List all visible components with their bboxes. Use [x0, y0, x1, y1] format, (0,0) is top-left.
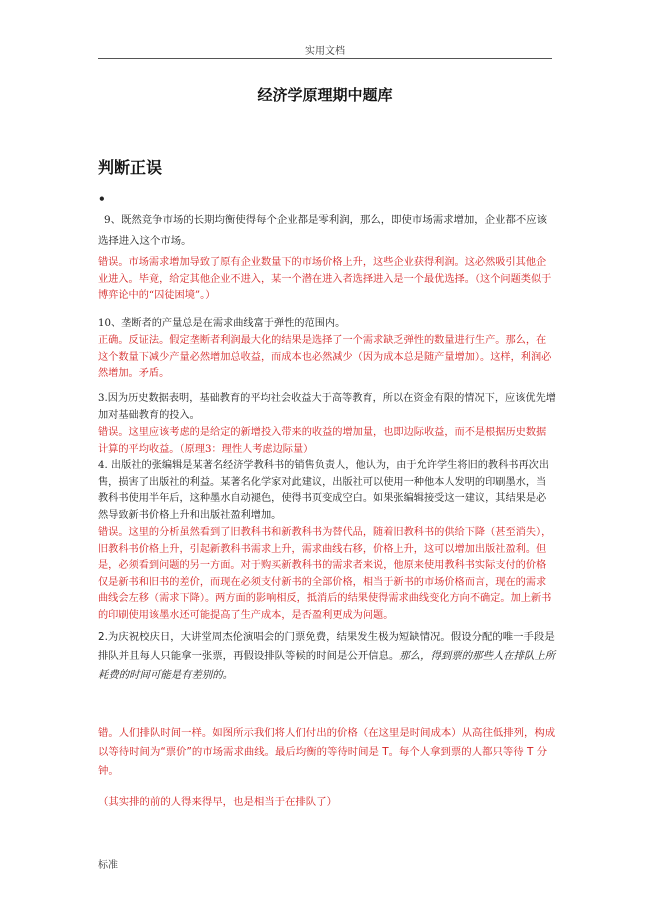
section-heading: 判断正误 [98, 158, 163, 177]
bullet-mark: • [98, 192, 106, 206]
question-4: 4. 出版社的张编辑是某著名经济学教科书的销售负责人，他认为，由于允许学生将旧的教科书再次出售，损害了出版社的利益。某著名化学家对此建议，出版社可以使用一种他本人发明的印刷墨水，当教科书使用半年后，这种墨水自动褪色，使得书页变成空白。如果张编辑接受这一建议，其结果是必然导致新书价格上升和出版社盈利增加。 [98, 460, 550, 521]
answer-4: 错误。这里的分析虽然看到了旧教科书和新教科书为替代品，随着旧教科书的供给下降（甚至消失），旧教科书价格上升，引起新教科书需求上升，需求曲线右移，价格上升，这可以增加出版社盈利。但是，必须看到问题的另一方面。对于购买新教科书的需求者来说，他原来使用教科书实际支付的价格仅是新书和旧书的差价，而现在必须支付新书的全部价格，相当于新书的市场价格而言，现在的需求曲线会左移（需求下降）。两方面的影响相反，抵消后的结果使得需求曲线变化方向不确定。加上新书的印刷使用该墨水还可能提高了生产成本，是否盈利更成为问题。 [98, 527, 552, 621]
page-header: 实用文档 [305, 46, 345, 57]
answer-2: 错。人们排队时间一样。如图所示我们将人们付出的价格（在这里是时间成本）从高往低排列，构成以等待时间为“票价”的市场需求曲线。最后均衡的等待时间是 T。每个人拿到票的人都只等待 T 分钟。 [98, 727, 556, 777]
document-title: 经济学原理期中题库 [257, 86, 393, 104]
answer-2-note: （其实排的前的人得来得早，也是相当于在排队了） [98, 796, 337, 808]
answer-3: 错误。这里应该考虑的是给定的新增投入带来的收益的增加量，也即边际收益，而不是根据历史数据计算的平均收益。（原理3：理性人考虑边际量） [98, 427, 547, 455]
question-3: 3.因为历史数据表明，基础教育的平均社会收益大于高等教育，所以在资金有限的情况下，应该优先增加对基础教育的投入。 [98, 393, 556, 421]
answer-10: 正确。反证法。假定垄断者利润最大化的结果是选择了一个需求缺乏弹性的数量进行生产。那么，在这个数量下减少产量必然增加总收益，而成本也必然减少（因为成本总是随产量增加）。这样，利润必然增加。矛盾。 [98, 335, 552, 379]
question-2-italic: 那么，得到票的那些人在排队上所耗费的时间可能是有差别的。 [98, 650, 556, 681]
header-divider [98, 58, 552, 59]
answer-9: 错误。市场需求增加导致了原有企业数量下的市场价格上升，这些企业获得利润。这必然吸引其他企业进入。毕竟，给定其他企业不进入，某一个潜在进入者选择进入是一个最优选择。（这个问题类似于博弈论中的“囚徒困境”。） [98, 257, 552, 301]
question-2-text: 2.为庆祝校庆日，大讲堂周杰伦演唱会的门票免费，结果发生极为短缺情况。假设分配的唯一手段是排队并且每人只能拿一张票，再假设排队等候的时间是公开信息。 [98, 631, 555, 662]
question-9: 9、既然竞争市场的长期均衡使得每个企业都是零利润，那么，即使市场需求增加，企业都不应该选择进入这个市场。 [98, 214, 548, 247]
question-10: 10、垄断者的产量总是在需求曲线富于弹性的范围内。 [98, 318, 346, 329]
page-footer: 标准 [98, 860, 118, 871]
question-2 [98, 628, 556, 685]
